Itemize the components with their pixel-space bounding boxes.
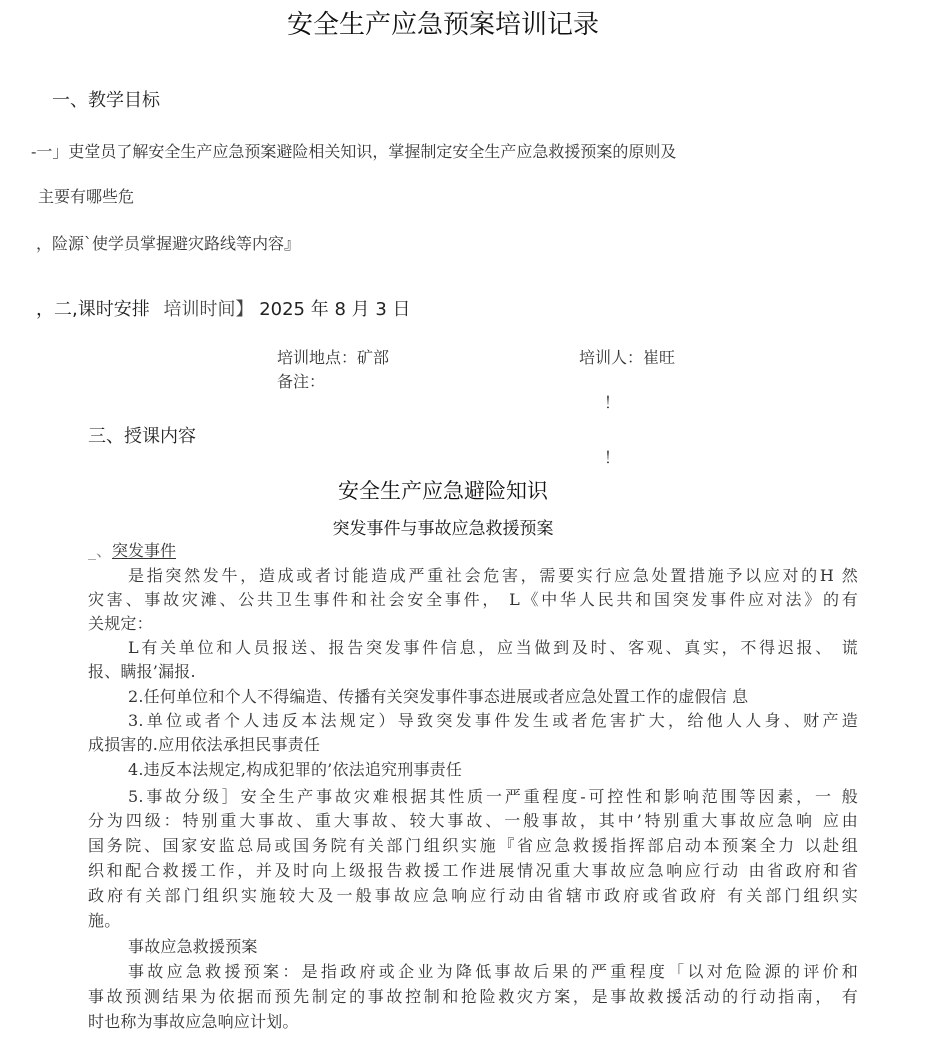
section1-line3: ，险源`使学员掌握避灾路线等内容』 (36, 234, 301, 253)
training-time-value: 2025 年 8 月 3 日 (259, 299, 411, 320)
item5-line6: 施。 (88, 911, 121, 930)
item4-line: 4.违反本法规定,构成犯罪的’依法追究刑事责任 (128, 760, 463, 779)
plan-line1: 事故应急救援预案：是指政府或企业为降低事故后果的严重程度「以对危险源的评价和 (128, 962, 858, 981)
sub-heading-text: 突发事件 (112, 541, 177, 560)
document-title: 安全生产应急预案培训记录 (286, 10, 599, 40)
trainer: 培训人：崔旺 (579, 348, 676, 367)
plan-heading: 事故应急救援预案 (128, 937, 258, 956)
section1-heading: 一、教学目标 (52, 90, 160, 111)
training-time-label: 培训时间】 (163, 299, 254, 320)
item1-line1: L有关单位和人员报送、报告突发事件信息，应当做到及时、客观、真实，不得迟报、 谎 (128, 638, 858, 657)
mark-1: ！ (604, 393, 621, 412)
item3-line1: 3.单位或者个人违反本法规定）导致突发事件发生或者危害扩大，给他人人身、财产造 (128, 711, 858, 730)
para1-line1: 是指突然发牛，造成或者讨能造成严重社会危害，需要实行应急处置措施予以应对的H 然 (128, 566, 858, 585)
item5-line1: 5.事故分级］安全生产事故灾难根据其性质一严重程度-可控性和影响范围等因素，一 般 (128, 787, 858, 806)
item5-line3: 国务院、国家安监总局或国务院有关部门组织实施『省应急救援指挥部启动本预案全力 以赴组 (88, 836, 858, 855)
item2-line: 2.任何单位和个人不得编造、传播有关突发事件事态进展或者应急处置工作的虚假信 息 (128, 687, 749, 706)
item5-line4: 织和配合救援工作，并及时向上级报告救援工作进展情况重大事故应急响应行动 由省政府和省 (88, 861, 858, 880)
item5-line5: 政府有关部门组织实施较大及一般事故应急响应行动由省辖市政府或省政府 有关部门组织实 (88, 886, 858, 905)
item1-line2: 报、瞒报’漏报. (88, 662, 196, 681)
sub-heading-prefix: _、 (88, 541, 113, 560)
training-location: 培训地点：矿部 (277, 348, 390, 367)
item3-line2: 成损害的.应用依法承担民事责任 (88, 735, 321, 754)
plan-line2: 事故预测结果为依据而预先制定的事故控制和抢险救灾方案，是事故救援活动的行动指南， 有 (88, 987, 858, 1006)
para1-line2: 灾害、事故灾滩、公共卫生事件和社会安全事件， L《中华人民共和国突发事件应对法》的有 (88, 590, 858, 609)
section2-line (36, 295, 411, 321)
section1-line1: -一」吏堂员了解安全生产应急预案避险相关知识，掌握制定安全生产应急救援预案的原则及 (31, 142, 677, 161)
remark-label: 备注： (277, 372, 326, 391)
item5-line2: 分为四级：特别重大事故、重大事故、较大事故、一般事故，其中’特别重大事故应急响 应由 (88, 811, 858, 830)
sub-heading-sudden-event (88, 538, 176, 561)
mark-2: ！ (604, 448, 621, 467)
section2-prefix: ，二,课时安排 (36, 299, 150, 320)
plan-line3: 时也称为事故应急响应计划。 (88, 1012, 299, 1031)
para1-line3: 关规定： (88, 614, 153, 633)
content-title: 安全生产应急避险知识 (338, 479, 548, 503)
section3-heading: 三、授课内容 (88, 426, 196, 447)
section1-line2: 主要有哪些危 (38, 187, 135, 206)
content-subtitle: 突发事件与事故应急救援预案 (332, 519, 554, 539)
